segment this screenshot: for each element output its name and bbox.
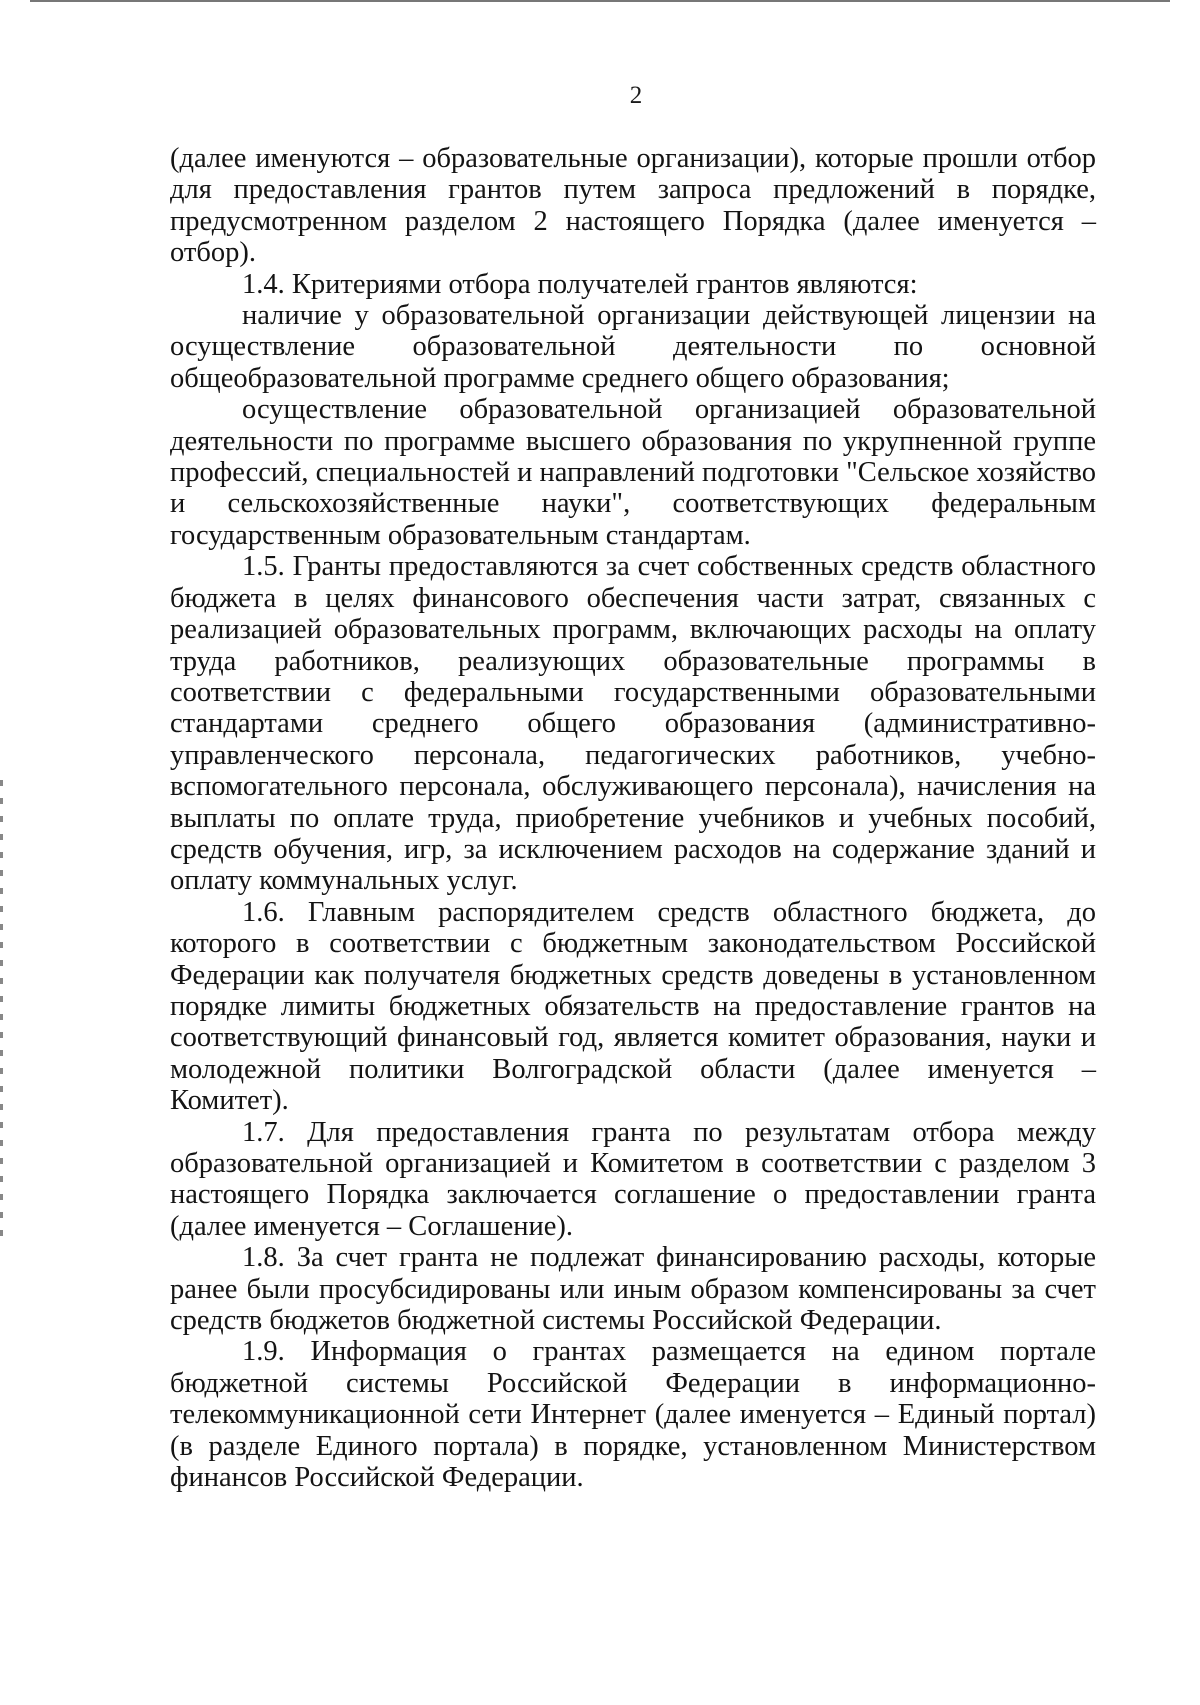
document-body	[170, 143, 1096, 1493]
top-border-line	[30, 0, 1170, 2]
paragraph-continuation: (далее именуются – образовательные организации), которые прошли отбор для предоставления грантов путем запроса предложений в порядке, предусмотренном разделом 2 настоящего Порядка (далее именуется – отбор).	[170, 143, 1096, 269]
paragraph-1-4: 1.4. Критериями отбора получателей грантов являются:	[242, 268, 918, 300]
paragraph-1-7: 1.7. Для предоставления гранта по результатам отбора между образовательной организацией и Комитетом в соответствии с разделом 3 настоящего Порядка заключается соглашение о предоставлении гранта (далее именуется – Соглашение).	[170, 1116, 1096, 1242]
paragraph-1-9: 1.9. Информация о грантах размещается на едином портале бюджетной системы Российской Федерации в информационно-телекоммуникационной сети Интернет (далее именуется – Единый портал) (в разделе Единого портала) в порядке, установленном Министерством финансов Российской Федерации.	[170, 1336, 1096, 1494]
paragraph-criterion-license: наличие у образовательной организации действующей лицензии на осуществление образовательной деятельности по основной общеобразовательной программе среднего общего образования;	[170, 300, 1096, 394]
paragraph-criterion-higher-education: осуществление образовательной организацией образовательной деятельности по программе высшего образования по укрупненной группе профессий, специальностей и направлений подготовки "Сельское хозяйство и сельскохозяйственные науки", соответствующих федеральным государственным образовательным стандартам.	[170, 394, 1097, 551]
page-number: 2	[629, 82, 643, 109]
paragraph-1-8: 1.8. За счет гранта не подлежат финансированию расходы, которые ранее были просубсидированы или иным образом компенсированы за счет средств бюджетов бюджетной системы Российской Федерации.	[170, 1242, 1096, 1337]
paragraph-1-5: 1.5. Гранты предоставляются за счет собственных средств областного бюджета в целях финансового обеспечения части затрат, связанных с реализацией образовательных программ, включающих расходы на оплату труда работников, реализующих образовательные программы в соответствии с федеральными государственными образовательными стандартами среднего общего образования (административно-управленческого персонала, педагогических работников, учебно-вспомогательного персонала, обслуживающего персонала), начисления на выплаты по оплате труда, приобретение учебников и учебных пособий, средств обучения, игр, за исключением расходов на содержание зданий и оплату коммунальных услуг.	[170, 551, 1096, 897]
paragraph-1-6: 1.6. Главным распорядителем средств областного бюджета, до которого в соответствии с бюджетным законодательством Российской Федерации как получателя бюджетных средств доведены в установленном порядке лимиты бюджетных обязательств на предоставление грантов на соответствующий финансовый год, является комитет образования, науки и молодежной политики Волгоградской области (далее именуется – Комитет).	[170, 896, 1096, 1117]
scan-margin-marks	[0, 780, 3, 1240]
